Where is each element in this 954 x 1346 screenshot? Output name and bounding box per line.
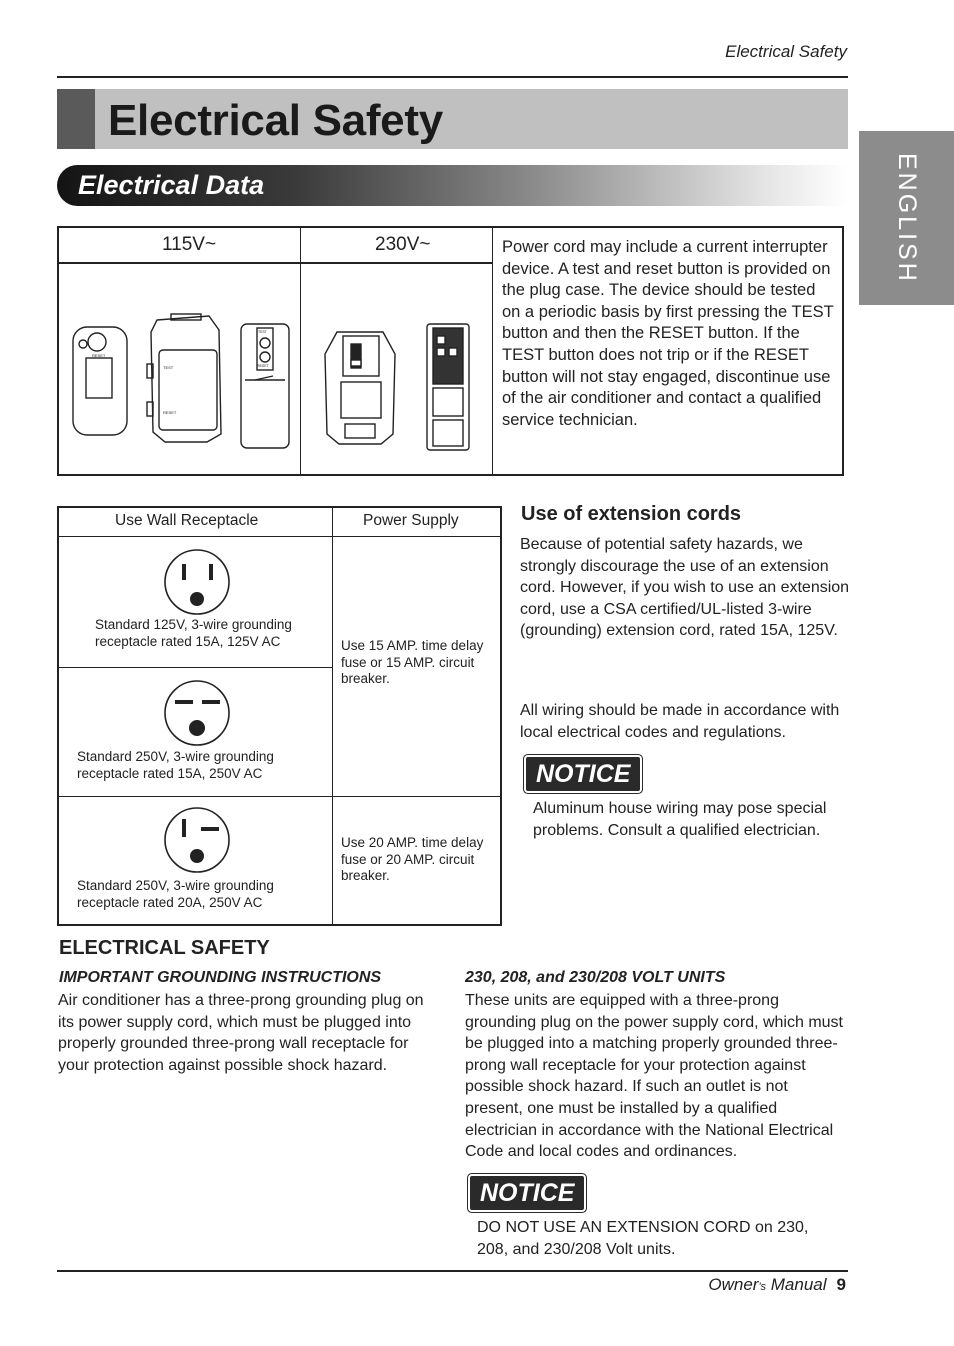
power-supply-20a: Use 20 AMP. time delay fuse or 20 AMP. circuit breaker.: [341, 835, 484, 883]
table-divider: [59, 536, 500, 537]
table-divider: [332, 508, 333, 924]
language-label: ENGLISH: [893, 152, 921, 284]
plug-230v-tall: [427, 324, 469, 450]
receptacle-table: [57, 506, 502, 926]
header-115v: 115V~: [162, 234, 217, 255]
test-label: TEST: [258, 330, 267, 334]
power-supply-15a: Use 15 AMP. time delay fuse or 15 AMP. circuit breaker.: [341, 638, 484, 686]
electrical-safety-heading: ELECTRICAL SAFETY: [59, 937, 270, 959]
footer-rule: [57, 1270, 848, 1272]
receptacle-caption: Standard 125V, 3-wire grounding receptacle rated 15A, 125V AC: [95, 617, 292, 649]
notice-badge: NOTICE: [470, 1176, 584, 1210]
plug-115v-medium: [147, 314, 221, 442]
reset-label: RESET: [163, 410, 177, 415]
footer: [708, 1275, 846, 1295]
test-label: TEST: [163, 365, 174, 370]
column-header: Power Supply: [363, 512, 459, 529]
extension-heading: Use of extension cords: [521, 503, 742, 525]
reset-label: RESET: [257, 364, 269, 368]
grounding-text: Air conditioner has a three-prong grounding plug on its power supply cord, which must be plugged into properly grounded three-prong wall receptacle for your protection against possible shock hazard.: [58, 992, 424, 1074]
plug-115v-small: [73, 327, 127, 435]
volt-units-subheading: 230, 208, and 230/208 VOLT UNITS: [465, 969, 726, 986]
reset-label: RESET: [92, 353, 106, 358]
title-tab: [57, 89, 95, 149]
notice-text: DO NOT USE AN EXTENSION CORD on 230, 208, and 230/208 Volt units.: [477, 1219, 809, 1258]
footer-manual: Manual: [766, 1275, 827, 1294]
outlet-250v-15a-icon: [163, 678, 233, 748]
table-divider: [492, 228, 493, 474]
plug-illustrations: [59, 264, 492, 472]
footer-owner: Owner: [708, 1275, 759, 1294]
header-rule: [57, 76, 848, 78]
gfci-description: Power cord may include a current interrupter device. A test and reset button is provided on the plug case. The device should be tested on a periodic basis by first pressing the TEST button and then the RESET button. If the TEST button does not trip or if the RESET button will not stay engaged, discontinue use of the air conditioner and contact a qualified service technician.: [502, 238, 834, 429]
receptacle-caption: Standard 250V, 3-wire grounding receptacle rated 15A, 250V AC: [77, 749, 274, 781]
header-230v: 230V~: [375, 234, 431, 255]
notice-text: Aluminum house wiring may pose special problems. Consult a qualified electrician.: [533, 800, 827, 839]
footer-apostrophe: 's: [758, 1281, 767, 1293]
table-divider: [59, 796, 500, 797]
table-divider: [59, 667, 332, 668]
outlet-250v-20a-icon: [163, 805, 233, 875]
outlet-125v-15a-icon: [163, 547, 233, 617]
page-number: 9: [836, 1275, 846, 1294]
plug-115v-tall: [241, 324, 289, 448]
plug-230v-wide: [325, 332, 395, 444]
grounding-subheading: IMPORTANT GROUNDING INSTRUCTIONS: [59, 969, 382, 986]
receptacle-caption: Standard 250V, 3-wire grounding receptacle rated 20A, 250V AC: [77, 878, 274, 910]
running-header: Electrical Safety: [725, 42, 847, 61]
volt-units-text: These units are equipped with a three-prong grounding plug on the power supply cord, which must be plugged into a matching properly grounded three-prong wall receptacle for your protection against possible shock hazard. If such an outlet is not present, one must be installed by a qualified electrician in accordance with the National Electrical Code and local codes and ordinances.: [465, 992, 843, 1161]
notice-badge: NOTICE: [526, 757, 640, 791]
plug-table: [57, 226, 844, 476]
extension-paragraph: Because of potential safety hazards, we strongly discourage the use of an extension cord. However, if you wish to use an extension cord, use a CSA certified/UL-listed 3-wire (grounding) extension cord, rated 15A, 125V.: [520, 536, 850, 640]
column-header: Use Wall Receptacle: [115, 512, 259, 529]
section-title: Electrical Data: [78, 170, 265, 200]
page-title: Electrical Safety: [108, 96, 443, 145]
wiring-paragraph: All wiring should be made in accordance with local electrical codes and regulations.: [520, 702, 840, 741]
